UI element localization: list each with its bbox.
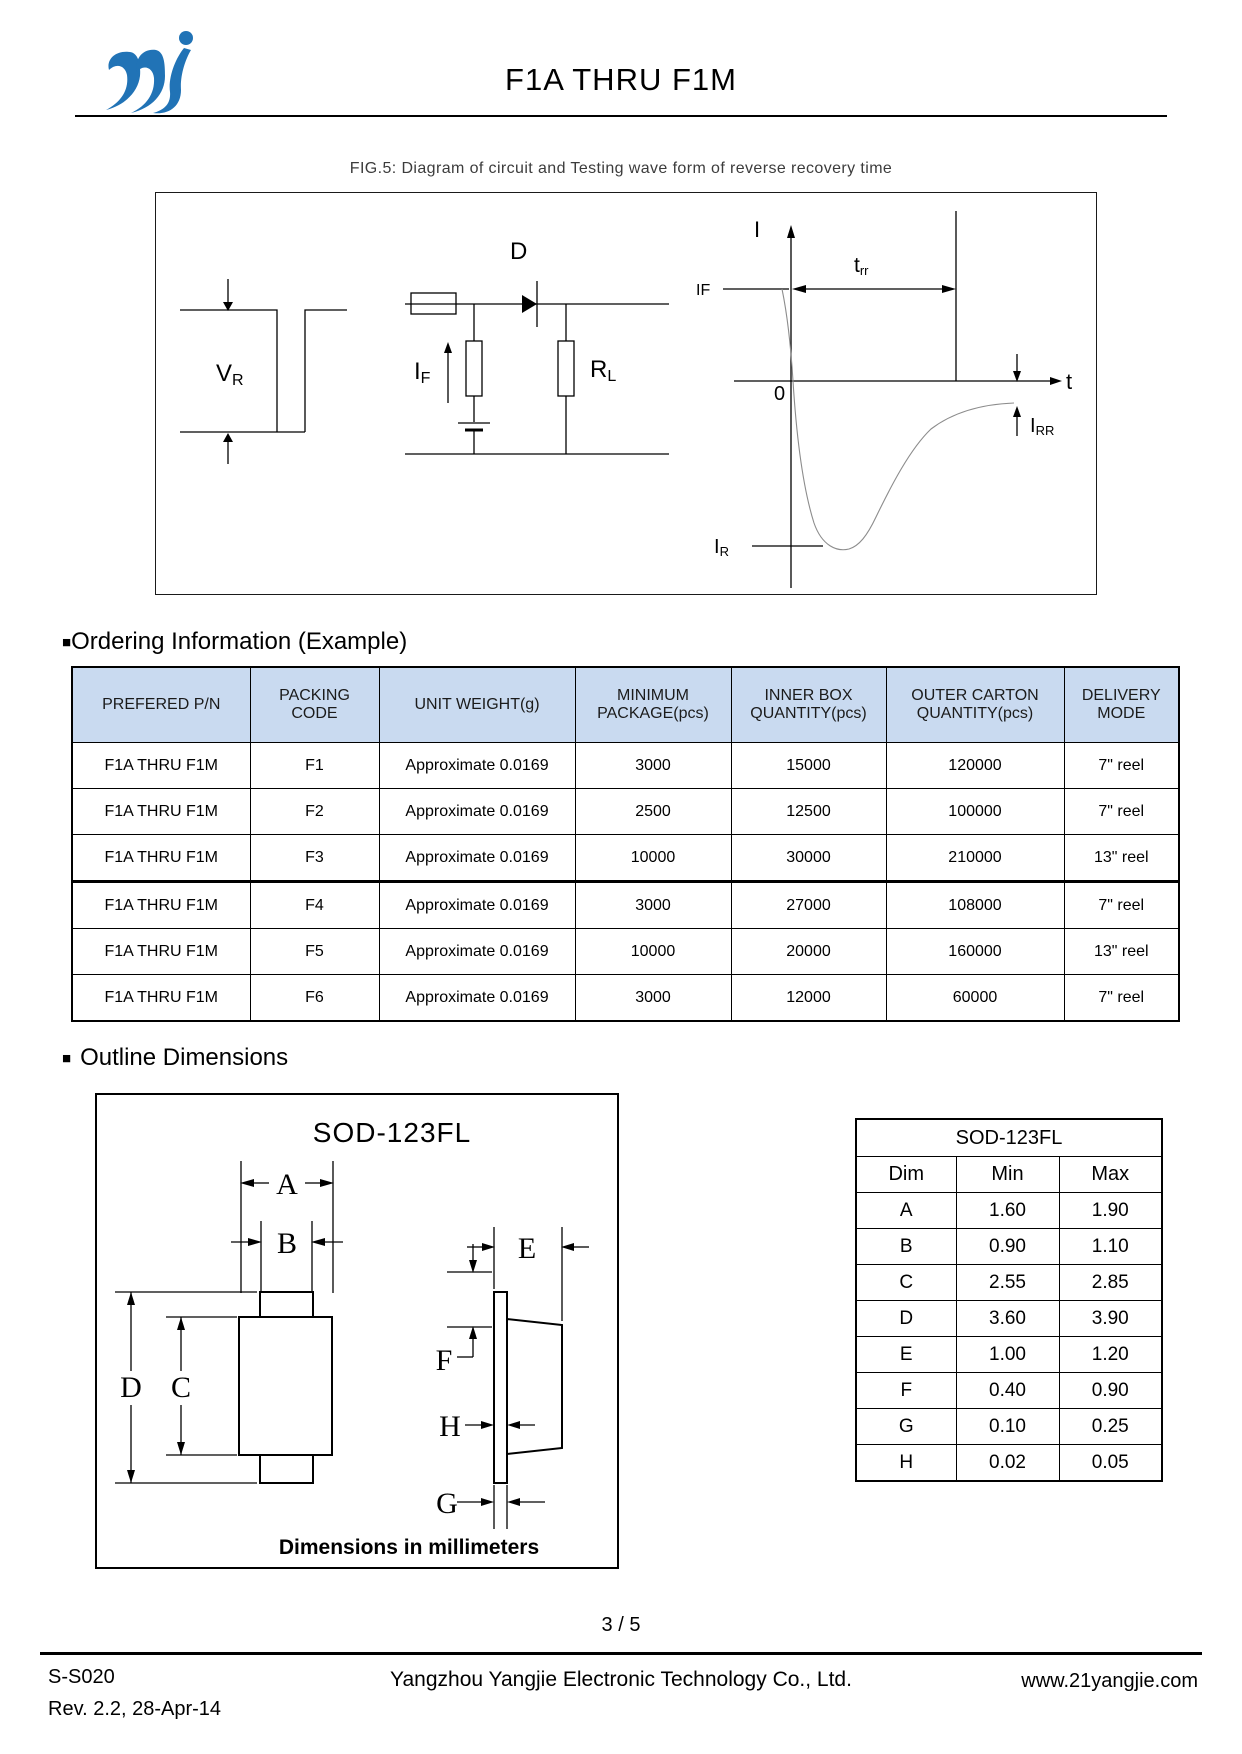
dim-header-row: Dim Min Max (856, 1157, 1162, 1193)
dim-a-label: A (276, 1168, 298, 1201)
t-axis-label: t (1066, 369, 1073, 394)
footer-rule (40, 1652, 1202, 1655)
dim-table-title: SOD-123FL (856, 1119, 1162, 1157)
side-view (436, 1227, 589, 1529)
if-level-label: IF (696, 282, 711, 299)
if-current-arrow-icon (444, 342, 452, 353)
package-drawing-box (95, 1093, 619, 1569)
dim-g-label: G (436, 1487, 458, 1520)
table-row: G 0.10 0.25 (856, 1409, 1162, 1445)
test-circuit (405, 238, 669, 454)
if-current-label: IF (414, 358, 431, 387)
figure5-box (155, 192, 1097, 595)
diode-symbol-icon (522, 281, 537, 327)
table-row: F1A THRU F1M F1 Approximate 0.0169 3000 15000 120000 7" reel (72, 743, 1179, 789)
trr-left-arrow-icon (792, 285, 806, 293)
trr-right-arrow-icon (942, 285, 956, 293)
revision: Rev. 2.2, 28-Apr-14 (48, 1698, 222, 1720)
outline-heading: ■ Outline Dimensions (62, 1044, 289, 1071)
figure5-caption: FIG.5: Diagram of circuit and Testing wave form of reverse recovery time (349, 160, 893, 177)
body-profile (507, 1319, 562, 1454)
page-title: F1A THRU F1M (505, 62, 737, 97)
load-resistor (558, 341, 574, 396)
col-inner-box: INNER BOX QUANTITY(pcs) (731, 667, 886, 743)
page-number: 3 / 5 (601, 1614, 641, 1636)
website: www.21yangjie.com (1021, 1670, 1198, 1692)
table-row: F1A THRU F1M F5 Approximate 0.0169 10000 20000 160000 13" reel (72, 929, 1179, 975)
ordering-heading: ■Ordering Information (Example) (62, 628, 408, 655)
source-resistor (466, 341, 482, 396)
dim-b-label: B (276, 1227, 298, 1260)
table-row: C 2.55 2.85 (856, 1265, 1162, 1301)
top-lead (260, 1292, 313, 1317)
origin-label: 0 (774, 383, 786, 405)
table-row: F1A THRU F1M F4 Approximate 0.0169 3000 27000 108000 7" reel (72, 882, 1179, 929)
front-view (115, 1161, 343, 1483)
rl-label: RL (590, 356, 617, 385)
figure5-drawing (156, 193, 1096, 594)
dim-f-label: F (435, 1344, 453, 1377)
col-outer-carton: OUTER CARTON QUANTITY(pcs) (886, 667, 1064, 743)
ordering-header-row (72, 667, 1179, 743)
table-row: E 1.00 1.20 (856, 1337, 1162, 1373)
dimensions-note: Dimensions in millimeters (278, 1536, 540, 1559)
package-name-label: SOD-123FL (312, 1117, 472, 1148)
lead-strip (494, 1292, 507, 1483)
table-row: F1A THRU F1M F6 Approximate 0.0169 3000 12000 60000 7" reel (72, 975, 1179, 1022)
irr-label: IRR (1030, 415, 1055, 438)
i-axis-label: I (754, 217, 761, 242)
table-row: F1A THRU F1M F2 Approximate 0.0169 2500 12500 100000 7" reel (72, 789, 1179, 835)
table-row: F1A THRU F1M F3 Approximate 0.0169 10000 30000 210000 13" reel (72, 835, 1179, 882)
recovery-curve (782, 289, 1014, 550)
table-row: D 3.60 3.90 (856, 1301, 1162, 1337)
company-name: Yangzhou Yangjie Electronic Technology Co., Ltd. (390, 1668, 852, 1691)
title-rule (75, 115, 1167, 117)
vr-label: VR (216, 360, 244, 389)
ir-label: IR (714, 536, 729, 559)
col-delivery-mode: DELIVERY MODE (1064, 667, 1179, 743)
battery-icon (458, 423, 490, 430)
package-body (239, 1317, 332, 1455)
dimension-table (855, 1118, 1163, 1482)
irr-up-arrow-icon (1013, 406, 1021, 417)
table-row: B 0.90 1.10 (856, 1229, 1162, 1265)
ordering-table (71, 666, 1180, 1022)
vr-pulse-waveform (180, 279, 347, 464)
i-axis-arrow-icon (787, 225, 795, 238)
dim-h-label: H (439, 1410, 461, 1443)
up-arrow-icon (223, 433, 233, 442)
doc-code: S-S020 (48, 1666, 115, 1688)
dim-d-label: D (120, 1371, 142, 1404)
sod123fl-outline-drawing (97, 1095, 613, 1563)
square-bullet-icon: ■ (62, 634, 72, 651)
dim-c-label: C (170, 1371, 192, 1404)
recovery-waveform-graph (696, 211, 1072, 588)
square-bullet-icon: ■ (62, 1050, 72, 1067)
bottom-lead (260, 1455, 313, 1483)
col-min-package: MINIMUM PACKAGE(pcs) (575, 667, 731, 743)
col-prefered-pn: PREFERED P/N (72, 667, 250, 743)
table-row: H 0.02 0.05 (856, 1445, 1162, 1482)
table-row: A 1.60 1.90 (856, 1193, 1162, 1229)
col-packing-code: PACKING CODE (250, 667, 379, 743)
dim-e-label: E (517, 1232, 537, 1265)
t-axis-arrow-icon (1050, 377, 1062, 385)
table-row: F 0.40 0.90 (856, 1373, 1162, 1409)
col-unit-weight: UNIT WEIGHT(g) (379, 667, 575, 743)
diode-label: D (510, 238, 528, 265)
trr-label: trr (854, 254, 869, 278)
